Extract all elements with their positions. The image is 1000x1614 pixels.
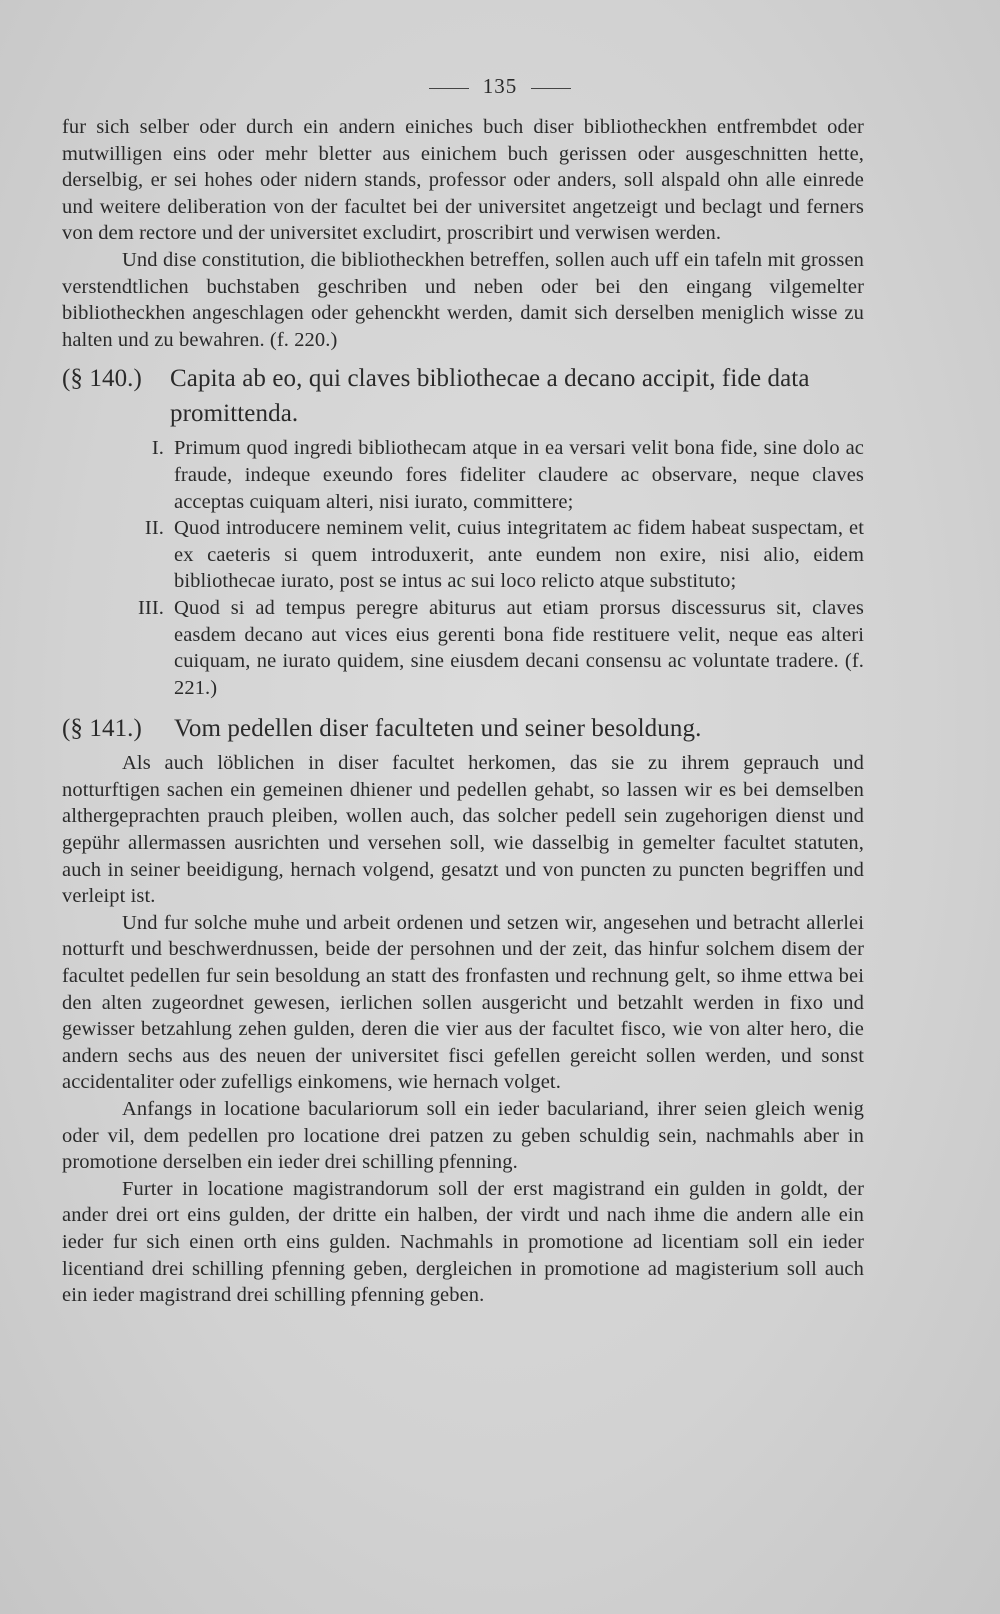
- dash-left: [429, 88, 469, 89]
- page-number: [0, 74, 1000, 99]
- item-text: Primum quod ingredi bibliothecam atque in ea versari velit bona fide, sine dolo ac fraude, indeque exeundo fores fideliter claudere ac observare, neque claves acceptas cuiquam alteri, nisi iurato, committere;: [174, 437, 864, 513]
- section-title: Capita ab eo, qui claves bibliothecae a decano accipit, fide data promittenda.: [170, 365, 810, 428]
- item-text: Quod si ad tempus peregre abiturus aut etiam prorsus discessurus sit, claves easdem decano aut vices eius gerenti bona fide restituere velit, neque eas alteri cuiquam, ne iurato quidem, sine eiusdem decani consensu ac voluntate tradere. (f. 221.): [174, 596, 864, 699]
- list-item: [62, 435, 864, 515]
- list-item: [62, 595, 864, 701]
- section-title: Vom pedellen diser faculteten und seiner besoldung.: [174, 715, 702, 743]
- section-number: (§ 141.): [62, 715, 142, 743]
- paragraph-magistrandi: Furter in locatione magistrandorum soll der erst magistrand ein gulden in goldt, der ander drei ort eins gulden, der dritte ein halben, der virdt und nach ihme die andern alle ein ieder fur sich einen orth eins gulden. Nachmahls in promotione ad licentiam soll ein ieder licentiand drei schilling pfenning geben, dergleichen in promotione ad magisterium soll auch ein ieder magistrand drei schilling pfenning geben.: [62, 1177, 864, 1307]
- list-item: [62, 515, 864, 595]
- item-text: Quod introducere neminem velit, cuius integritatem ac fidem habeat suspectam, et ex caeteris si quem introduxerit, ante eundem non exire, nisi alio, eidem bibliothecae iurato, post se intus ac sui loco relicto atque substituto;: [174, 517, 864, 593]
- body-text: [62, 114, 864, 1309]
- section-140-items: [62, 435, 864, 701]
- paragraph-continued: fur sich selber oder durch ein andern einiches buch diser bibliotheckhen entfrembdet oder mutwilligen eins oder mehr bletter aus einichem buch gerissen oder ausgeschnitten hette, derselbig, er sei hohes oder nidern stands, professor oder anders, soll alspald ohn alle einrede und weitere deliberation von der facultet bei der universitet angetzeigt und beclagt und ferners von dem rectore und der universitet excludirt, proscribirt und verwisen werden.: [62, 116, 864, 245]
- paragraph-pedell: Als auch löblichen in diser facultet herkomen, das sie zu ihrem geprauch und notturftigen sachen ein gemeinen dhiener und pedellen gehabt, so lassen wir es bei demselben althergeprachten prauch pleiben, wollen auch, das solcher pedell sein zugehorigen dienst und gepühr allermassen ausrichten und versehen soll, wie dasselbig in gemelter facultet statuten, auch in seiner beeidigung, hernach volgend, gesatzt und von puncten zu puncten begriffen und verleipt ist.: [62, 752, 864, 908]
- paragraph-constitution: Und dise constitution, die bibliotheckhen betreffen, sollen auch uff ein tafeln mit grossen verstendtlichen buchstaben geschriben und neben oder bei den eingang vilgemelter bibliotheckhen angeschlagen oder gehenckht werden, damit sich derselben meniglich wisse zu halten und zu bewahren. (f. 220.): [62, 248, 864, 351]
- paragraph-besoldung: Und fur solche muhe und arbeit ordenen und setzen wir, angesehen und betracht allerlei notturft und beschwerdnussen, beide der persohnen und der zeit, das hinfur solchem disem der facultet pedellen fur sein besoldung an statt des fronfasten und rechnung gelt, so ihme ettwa bei den alten zugeordnet gewesen, ierlichen sollen ausgericht und betzahlt werden in fixo und gewisser betzahlung zehen gulden, deren die vier aus der facultet fisco, wie von alter hero, die andern sechs aus des neuen der universitet fisci gefellen gereicht sollen werden, und sonst accidentaliter oder zufelligs einkomens, wie hernach volget.: [62, 911, 864, 1094]
- item-number: I.: [151, 437, 164, 460]
- item-number: III.: [137, 596, 164, 619]
- page-number-text: 135: [482, 74, 518, 98]
- item-number: II.: [144, 517, 164, 540]
- section-140-heading: [62, 361, 864, 431]
- section-141-heading: [62, 711, 864, 746]
- dash-right: [531, 88, 571, 89]
- section-number: (§ 140.): [62, 365, 142, 393]
- paragraph-bacularii: Anfangs in locatione baculariorum soll ein ieder baculariand, ihrer seien gleich wenig oder vil, dem pedellen pro locatione drei patzen zu geben schuldig sein, nachmahls aber in promotione derselben ein ieder drei schilling pfenning.: [62, 1098, 864, 1174]
